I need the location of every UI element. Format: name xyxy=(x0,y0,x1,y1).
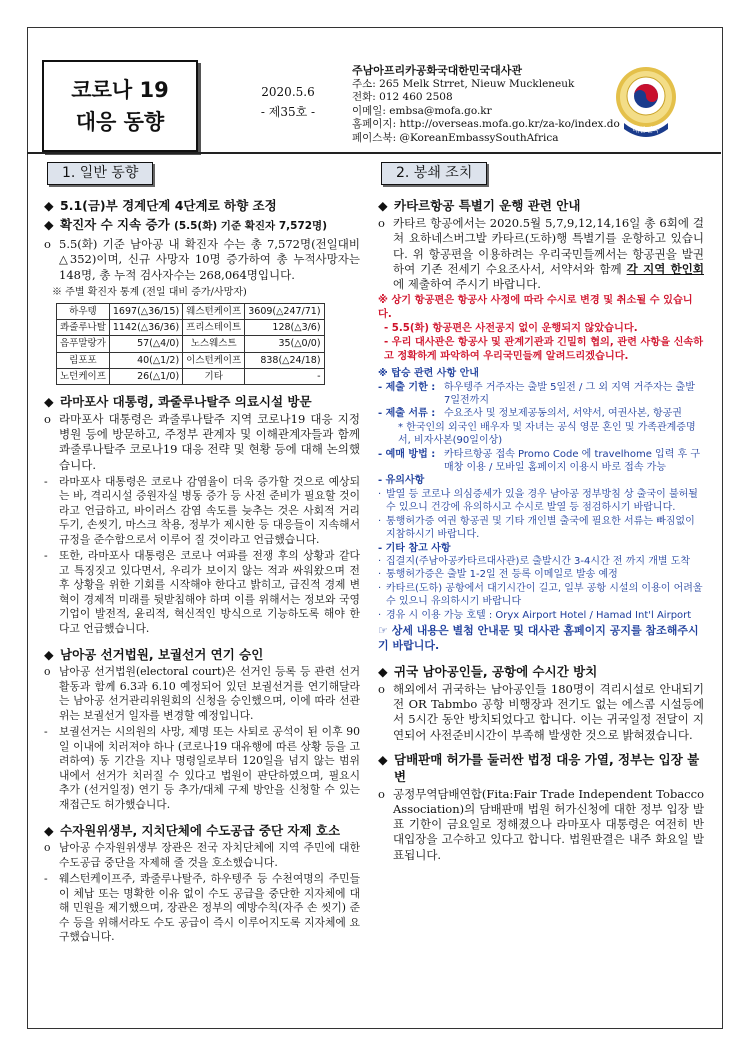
boarding-deadline: - 제출 기한 : 하우텡주 거주자는 출발 5일전 / 그 외 지역 거주자는 출발 7일전까지 xyxy=(378,381,695,407)
case-count-cell: 1697(△36/15) xyxy=(109,304,182,320)
case-count-cell: 35(△0/0) xyxy=(245,336,324,352)
notice-text: - 우리 대사관은 항공사 및 관계기관과 긴밀히 협의, 관련 사항을 신속하고 정확하게 파악하여 우리국민들께 알려드리겠습니다. xyxy=(384,337,704,363)
headline-water-supply: ◆ 수자원위생부, 지치단체에 수도공급 중단 자제 호소 xyxy=(44,823,341,839)
case-count-cell: 26(△1/0) xyxy=(109,368,182,384)
national-emblem-icon xyxy=(614,63,678,139)
headline-tobacco: ◆ 담배판매 허가를 둘러싼 법정 대응 가열, 정부는 입장 불변 xyxy=(378,751,700,784)
embassy-phone: 전화: 012 460 2508 xyxy=(352,91,453,103)
paragraph: o 공정무역담배연합(Fita:Fair Trade Independent Tobacco Association)의 담배판매 법원 허가신청에 대한 정부 입장 발표 기한이 금요일로 정해졌으나 라마포사 대통령은 여전히 반대입장을 고수하고 있다고 합니다. 법원판결은 내주 화요일 발표됩니다. xyxy=(378,786,704,862)
table-row xyxy=(57,336,325,352)
notice-text: - 5.5(화) 항공편은 사전공지 없이 운행되지 않았습니다. xyxy=(384,323,638,335)
embassy-name: 주남아프리카공화국대한민국대사관 xyxy=(352,64,523,77)
boarding-other-list xyxy=(378,555,704,622)
section-lockdown: 2. 봉쇄 조치 xyxy=(381,162,487,185)
case-count-cell: 128(△3/6) xyxy=(245,320,324,336)
paragraph: o 라마포사 대통령은 콰줄루나탈주 지역 코로나19 대응 지정병원 등에 방문하고, 주정부 관계자 및 이해관계자들과 함께 콰줄루나탈주 코로나19 대응 전략 및 현황 등에 대해 논의했습니다. xyxy=(44,412,360,472)
case-count-cell: 40(△1/2) xyxy=(109,352,182,368)
case-count-cell: 838(△24/18) xyxy=(245,352,324,368)
left-column xyxy=(44,162,360,947)
headline-returnees: ◆ 귀국 남아공인들, 공항에 수시간 방치 xyxy=(378,663,598,679)
province-name-cell: 하우텡 xyxy=(57,304,110,320)
table-row xyxy=(57,304,325,320)
embassy-address: 주소: 265 Melk Strret, Nieuw Muckleneuk xyxy=(352,77,575,90)
issue-date: 2020.5.6 xyxy=(261,85,315,99)
embassy-email[interactable]: 이메일: embsa@mofa.go.kr xyxy=(352,104,492,117)
list-item: · 발열 등 코로나 의심증세가 있을 경우 남아공 정부방침 상 출국이 불허될 수 있으니 건강에 유의하시고 수시로 발열 등 점검하시기 바랍니다. xyxy=(378,488,698,514)
table-row xyxy=(57,368,325,384)
province-name-cell: 노던케이프 xyxy=(57,368,110,384)
boarding-cautions-label: - 유의사항 xyxy=(378,475,425,487)
province-name-cell: 웨스턴케이프 xyxy=(183,304,245,320)
headline-president-visit: ◆ 라마포사 대통령, 콰줄루나탈주 의료시설 방문 xyxy=(44,394,312,410)
list-item: · 통행허가증은 출발 1-2일 전 등록 이메일로 발송 예정 xyxy=(378,569,618,581)
list-item: · 카타르(도하) 공항에서 대기시간이 길고, 일부 공항 시설의 이용이 어려울 수 있으니 유의하시기 바랍니다 xyxy=(378,582,703,608)
newsletter-title xyxy=(42,60,198,152)
notice-text: ※ 상기 항공편은 항공사 사정에 따라 수시로 변경 및 취소될 수 있습니다. xyxy=(378,295,693,321)
case-count-cell: 1142(△36/36) xyxy=(109,320,182,336)
boarding-cautions-list xyxy=(378,488,704,542)
table-row xyxy=(57,320,325,336)
sub-paragraph: - 라마포사 대통령은 코로나 감염율이 더욱 증가할 것으로 예상되는 바, 격리시설 증원자실 병동 증가 등 사전 준비가 필요할 것이라고 언급하고, 바이러스 감염 속도를 늦추는 것은 사회적 거리두기, 손씻기, 마스크 착용, 정부가 제시한 등 대응들이 지속해서 규정을 준수함으로서 이루어 질 것이라고 언급했습니다. xyxy=(44,474,360,546)
svg-text:대한민국: 대한민국 xyxy=(632,126,660,134)
case-count-cell: 3609(△247/71) xyxy=(245,304,324,320)
province-name-cell: 림포포 xyxy=(57,352,110,368)
province-name-cell: 이스턴케이프 xyxy=(183,352,245,368)
issue-info xyxy=(238,82,338,122)
embassy-facebook[interactable]: 페이스북: @KoreanEmbassySouthAfrica xyxy=(352,131,559,144)
sub-paragraph: - 보궐선거는 시의원의 사망, 제명 또는 사퇴로 공석이 된 이후 90일 이내에 치러져야 하나 (코로나19 대유행에 따른 상황 등을 고려하여) 동 기간을 지나 명령일로부터 120일을 넘지 않는 범위 내에서 선거가 치러질 수 있다고 법원이 판단하였으며, 필요시 추가 (선거일정) 연기 등 추가/대체 구제 방안을 신청할 수 있는 재접근도 허가했습니다. xyxy=(44,725,360,811)
boarding-info-heading: ※ 탑승 관련 사항 안내 xyxy=(378,368,479,380)
case-count-cell: - xyxy=(245,368,324,384)
sub-paragraph: - 웨스턴케이프주, 콰줄루나탈주, 하우텡주 등 수천여명의 주민들이 체납 또는 명확한 이유 없이 수도 공급을 중단한 지자체에 대해 민원을 제기했으며, 장관은 정부의 예방수칙(자주 손 씻기) 준수 등을 위해서라도 수도 공급이 즉시 이루어지도록 지자체에 요구했습니다. xyxy=(44,872,360,944)
paragraph: o 해외에서 귀국하는 남아공인들 180명이 격리시설로 안내되기 전 OR Tabmbo 공항 비행장과 전기도 없는 에스콤 시설등에서 5시간 동안 방치되었다고 합니다. 이는 귀국일정 전달이 지연되어 사전준비시간이 부족해 발생한 것으로 밝혀졌습니다. xyxy=(378,681,704,742)
paragraph: o 남아공 수자원위생부 장관은 전국 자치단체에 지역 주민에 대한 수도공급 중단을 자제해 줄 것을 호소했습니다. xyxy=(44,841,360,869)
section-general-trends: 1. 일반 동향 xyxy=(47,162,153,185)
table-row xyxy=(57,352,325,368)
issue-number: - 제35호 - xyxy=(260,105,316,119)
province-stats-table xyxy=(56,303,325,385)
boarding-documents: - 제출 서류 : 수요조사 및 정보제공동의서, 서약서, 여권사본, 항공권 xyxy=(378,408,682,420)
headline-by-election: ◆ 남아공 선거법원, 보궐선거 연기 승인 xyxy=(44,647,264,663)
list-item: · 통행허가증 여권 항공권 및 기타 개인별 출국에 필요한 서류는 빠짐없이 지참하시기 바랍니다. xyxy=(378,515,695,541)
province-name-cell: 기타 xyxy=(183,368,245,384)
province-name-cell: 노스웨스트 xyxy=(183,336,245,352)
boarding-final-note: ☞ 상세 내용은 별첨 안내문 및 대사관 홈페이지 공지를 참조해주시기 바랍니다. xyxy=(378,623,699,652)
province-name-cell: 콰줄루나탈 xyxy=(57,320,110,336)
title-line-2: 대응 동향 xyxy=(75,110,165,134)
boarding-other-label: - 기타 참고 사항 xyxy=(378,542,451,554)
case-count-cell: 57(△4/0) xyxy=(109,336,182,352)
paragraph: o 카타르 항공에서는 2020.5월 5,7,9,12,14,16일 총 6회에 걸쳐 요하네스버그발 카타르(도하)행 특별기를 운항하고 있습니다. 위 항공편을 이용하려는 우리국민들께서는 항공권을 발권하여 기존 전세기 수요조사서, 서약서와 함께 각 지역 한인회에 제출하여 주시기 바랍니다. xyxy=(378,216,704,292)
sub-paragraph: - 또한, 라마포사 대통령은 코로나 여파를 전쟁 후의 상황과 같다고 특징짓고 있다면서, 우리가 보이지 않는 적과 싸워왔으며 전후 상황을 위한 기회를 시작해야 한다고 밝히고, 급진적 경제 변혁이 경제적 미래를 뒷받침해야 하며 이를 위해서는 정보와 국영기업이 발전적, 윤리적, 혁신적인 방식으로 기능하도록 해야 한다고 언급했습니다. xyxy=(44,549,360,635)
table-note: ※ 주별 확진자 통계 (전일 대비 증가/사망자) xyxy=(52,286,247,298)
embassy-contact xyxy=(352,64,620,145)
boarding-booking: - 예매 방법 : 카타르항공 접속 Promo Code 에 travelhome 입력 후 구매창 이용 / 모바일 홈페이지 이용시 바로 접속 가능 xyxy=(378,448,701,474)
headline-qatar-airways: ◆ 카타르항공 특별기 운행 관련 안내 xyxy=(378,198,581,214)
right-column xyxy=(378,162,704,865)
province-name-cell: 프리스테이트 xyxy=(183,320,245,336)
embassy-homepage[interactable]: 홈페이지: http://overseas.mofa.go.kr/za-ko/index.do xyxy=(352,118,620,130)
header-divider xyxy=(27,152,721,154)
list-item: · 집결지(주남아공카타르대사관)로 출발시간 3-4시간 전 까지 개별 도착 xyxy=(378,555,691,567)
paragraph: o 5.5(화) 기준 남아공 내 확진자 수는 총 7,572명(전일대비 △352)이며, 신규 사망자 10명 증가하여 총 누적사망자는 148명, 총 누적 검사자수는 268,064명입니다. xyxy=(44,237,360,282)
title-line-1: 코로나 19 xyxy=(71,78,169,102)
headline-cases: ◆ 확진자 수 지속 증가 (5.5(화) 기준 확진자 7,572명) xyxy=(44,217,327,233)
boarding-info xyxy=(378,367,704,653)
province-name-cell: 음푸말랑가 xyxy=(57,336,110,352)
list-item: · 경유 시 이용 가능 호텔 : Oryx Airport Hotel / Hamad Int'l Airport xyxy=(378,609,692,621)
headline-alert-level: ◆ 5.1(금)부 경계단계 4단계로 하향 조정 xyxy=(44,198,277,214)
paragraph: o 남아공 선거법원(electoral court)은 선거인 등록 등 관련 선거활동과 함께 6.3과 6.10 예정되어 있던 보궐선거를 연기해달라는 남아공 선거관리위원회의 신청을 승인했으며, 이에 따라 선관위는 보궐선거 일자를 변경할 예정입니다. xyxy=(44,665,360,722)
boarding-documents-note: * 한국인의 외국인 배우자 및 자녀는 공식 영문 혼인 및 가족관계증명서, 비자사본(90일이상) xyxy=(398,421,696,447)
